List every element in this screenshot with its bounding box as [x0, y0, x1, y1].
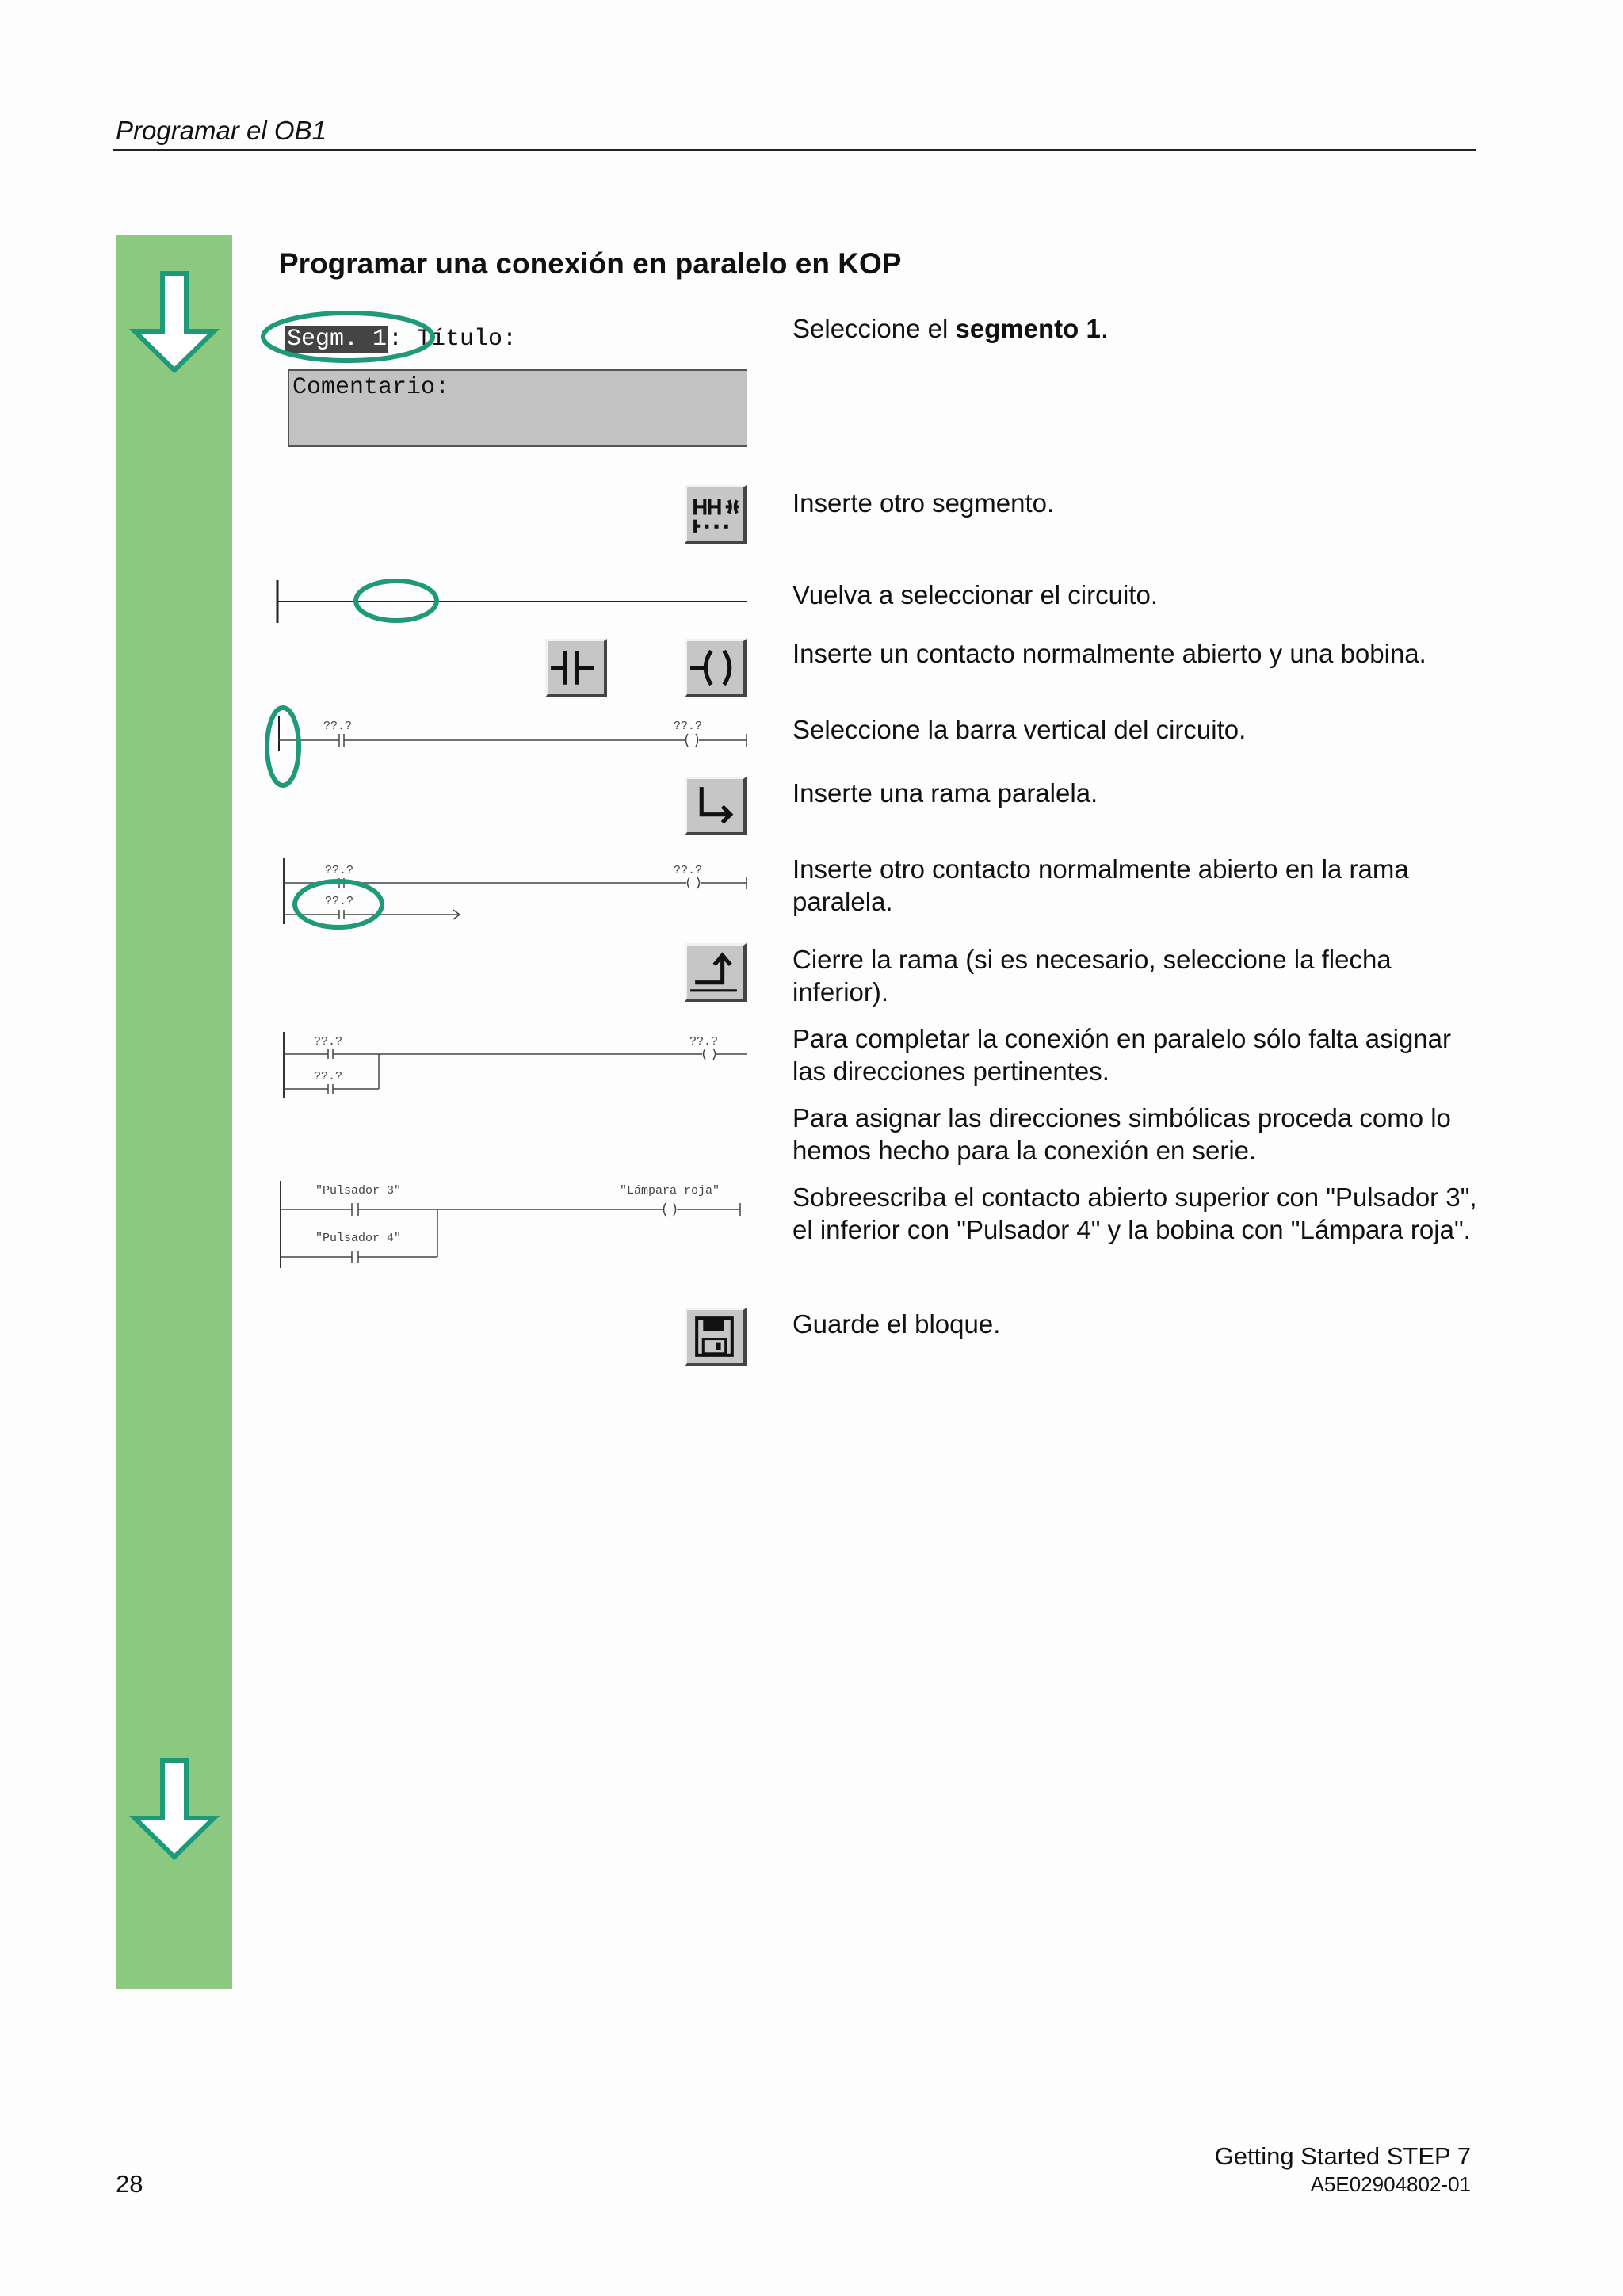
save-icon — [687, 1310, 743, 1363]
instruction-save-block: Guarde el bloque. — [792, 1309, 1001, 1339]
empty-circuit[interactable] — [269, 574, 753, 629]
coil-button[interactable] — [685, 639, 747, 697]
instruction-complete-connection: Para completar la conexión en paralelo sólo falta asignar las direcciones pertinentes. — [792, 1024, 1451, 1086]
close-branch-button[interactable] — [685, 943, 747, 1002]
circuit-contact-coil[interactable] — [262, 702, 753, 789]
footer-doc-info — [1215, 2141, 1471, 2197]
branch-contact-address-label: ??.? — [325, 895, 354, 908]
contact-address-label: ??.? — [314, 1035, 343, 1049]
instruction-select-segment: Seleccione el segmento 1. — [792, 314, 1109, 343]
comment-field[interactable] — [288, 369, 747, 447]
header-divider — [113, 149, 1476, 151]
open-branch-icon — [687, 779, 743, 832]
instruction-overwrite-labels: Sobreescriba el contacto abierto superior con "Pulsador 3", el inferior con "Pulsador 4" y la bobina con "Lámpara roja". — [792, 1182, 1477, 1244]
segment-title-label: : Título: — [388, 326, 517, 353]
branch-contact-address-label: ??.? — [314, 1070, 343, 1083]
pulsador-4-label: "Pulsador 4" — [315, 1232, 402, 1245]
running-header: Programar el OB1 — [116, 116, 327, 145]
instruction-insert-branch-contact: Inserte otro contacto normalmente abierto en la rama paralela. — [792, 854, 1409, 916]
segment-label[interactable]: Segm. 1 — [287, 326, 388, 353]
save-block-button[interactable] — [685, 1308, 747, 1366]
footer-doc-id: A5E02904802-01 — [1310, 2172, 1471, 2196]
step-sidebar — [116, 235, 232, 1989]
circuit-symbolic[interactable] — [269, 1173, 753, 1276]
pulsador-3-label: "Pulsador 3" — [315, 1184, 402, 1198]
coil-address-label: ??.? — [674, 720, 703, 733]
page-number: 28 — [116, 2170, 143, 2198]
contact-address-label: ??.? — [323, 720, 353, 733]
selection-ellipse — [258, 308, 437, 371]
lampara-roja-label: "Lámpara roja" — [620, 1184, 720, 1198]
close-branch-icon — [687, 946, 743, 999]
down-arrow-icon — [128, 1758, 220, 1861]
instruction-select-circuit: Vuelva a seleccionar el circuito. — [792, 580, 1159, 609]
instruction-symbolic-addresses: Para asignar las direcciones simbólicas proceda como lo hemos hecho para la conexión en serie. — [792, 1103, 1451, 1165]
instruction-insert-contact-coil: Inserte un contacto normalmente abierto y una bobina. — [792, 639, 1426, 668]
down-arrow-icon — [128, 271, 220, 374]
coil-icon — [687, 641, 743, 694]
footer-doc-title: Getting Started STEP 7 — [1214, 2142, 1471, 2170]
instruction-insert-network: Inserte otro segmento. — [792, 488, 1055, 518]
coil-address-label: ??.? — [689, 1035, 719, 1049]
insert-network-button[interactable] — [685, 485, 747, 544]
open-branch-button[interactable] — [685, 777, 747, 835]
normally-open-contact-button[interactable] — [545, 639, 607, 697]
instruction-close-branch: Cierre la rama (si es necesario, seleccione la flecha inferior). — [792, 945, 1392, 1007]
normally-open-contact-icon — [548, 641, 604, 694]
coil-address-label: ??.? — [674, 864, 703, 877]
instruction-select-vertical-bar: Seleccione la barra vertical del circuito. — [792, 715, 1247, 744]
contact-address-label: ??.? — [325, 864, 354, 877]
insert-network-icon — [687, 487, 743, 541]
circuit-parallel-open[interactable] — [269, 845, 753, 940]
section-title: Programar una conexión en paralelo en KOP — [279, 247, 902, 280]
circuit-parallel-closed[interactable] — [269, 1022, 753, 1117]
comment-label: Comentario: — [292, 374, 450, 401]
instruction-insert-branch: Inserte una rama paralela. — [792, 778, 1098, 808]
